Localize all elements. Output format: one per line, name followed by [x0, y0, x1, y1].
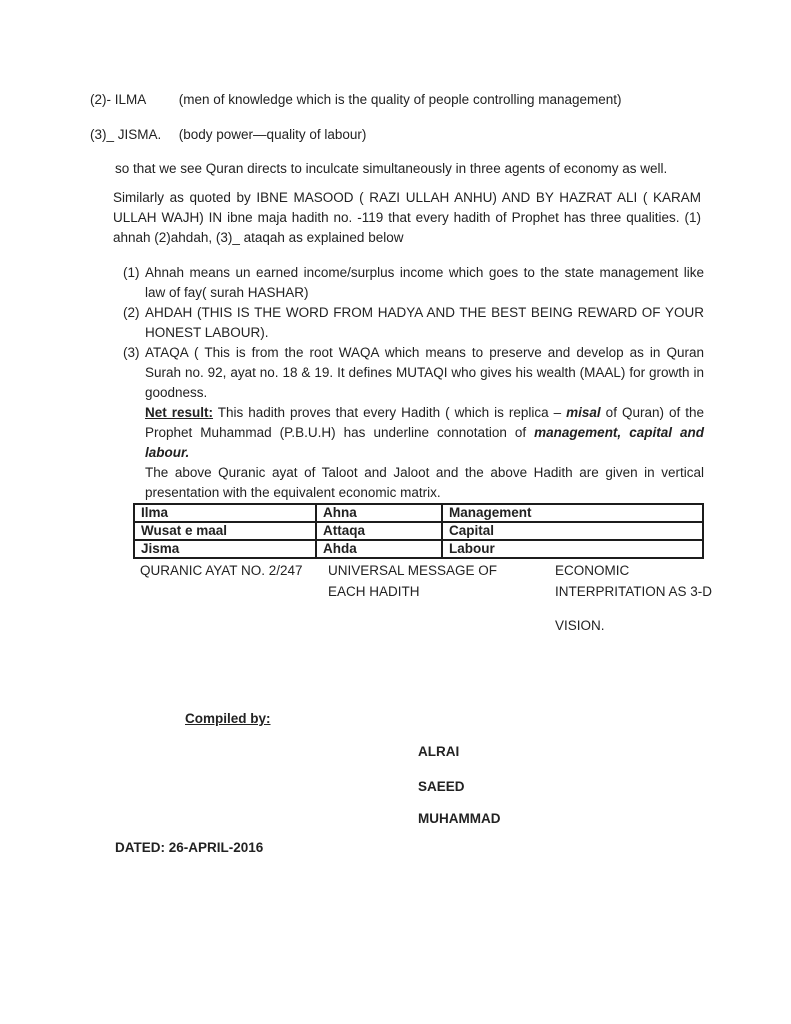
table-row: [134, 522, 703, 540]
list-item-number: (3): [123, 345, 140, 360]
list-item-text: Ahnah means un earned income/surplus income which goes to the state management like law of fay( surah HASHAR): [145, 265, 704, 300]
list-item-number: (1): [123, 265, 140, 280]
table-cell: Ahda: [316, 540, 442, 558]
definition-description: (body power—quality of labour): [178, 127, 367, 142]
caption-column-3: [555, 560, 712, 636]
net-result-text: of Quran) of the Prophet Muhammad (P.B.U.H) has underline connotation of: [145, 405, 704, 440]
list-item-text: ATAQA ( This is from the root WAQA which means to preserve and develop as in Quran Surah no. 92, ayat no. 18 & 19. It defines MUTAQI who gives his wealth (MAAL) for growth in goodness.: [145, 345, 704, 400]
caption-line: ECONOMIC: [555, 563, 630, 578]
net-result-text: This hadith proves that every Hadith ( which is replica –: [213, 405, 567, 420]
author-name: ALRAI: [418, 744, 460, 759]
table-cell: Attaqa: [316, 522, 442, 540]
economic-matrix-table: [133, 503, 704, 559]
caption-line: INTERPRITATION AS 3-D: [555, 584, 713, 599]
table-cell: Jisma: [134, 540, 316, 558]
net-result-emphasis-mcl: management, capital and labour.: [145, 425, 705, 460]
definition-term: (3)_ JISMA.: [90, 127, 162, 142]
table-row: [134, 504, 703, 522]
table-cell: Labour: [442, 540, 703, 558]
author-name: MUHAMMAD: [418, 811, 501, 826]
definition-row: [90, 90, 622, 110]
dated-line: DATED: 26-APRIL-2016: [115, 840, 264, 855]
caption-line: EACH HADITH: [328, 584, 420, 599]
paragraph-similarly: Similarly as quoted by IBNE MASOOD ( RAZI ULLAH ANHU) AND BY HAZRAT ALI ( KARAM ULLAH WAJH) IN ibne maja hadith no. -119 that every hadith of Prophet has three qualities. (1) ahnah (2)ahdah, (3)_ ataqah as explained below: [113, 190, 701, 245]
net-result-label: Net result:: [145, 405, 214, 420]
list-item-number: (2): [123, 305, 140, 320]
table-row: [134, 540, 703, 558]
caption-column-1: QURANIC AYAT NO. 2/247: [140, 563, 303, 578]
caption-line: UNIVERSAL MESSAGE OF: [328, 563, 498, 578]
author-name: SAEED: [418, 779, 465, 794]
list-item: [115, 263, 704, 303]
caption-column-2: [328, 560, 497, 602]
table-cell: Management: [442, 504, 703, 522]
table-cell: Wusat e maal: [134, 522, 316, 540]
compiled-by-label: Compiled by:: [185, 711, 271, 726]
table-cell: Ilma: [134, 504, 316, 522]
list-item: [115, 343, 704, 403]
definition-description: (men of knowledge which is the quality of people controlling management): [178, 92, 622, 107]
table-cell: Capital: [442, 522, 703, 540]
caption-line: VISION.: [555, 618, 605, 633]
table-cell: Ahna: [316, 504, 442, 522]
definition-term: (2)- ILMA: [90, 92, 147, 107]
definition-row: [90, 125, 366, 145]
closing-paragraph: The above Quranic ayat of Taloot and Jaloot and the above Hadith are given in vertical presentation with the equivalent economic matrix.: [145, 465, 704, 500]
list-item-text: AHDAH (THIS IS THE WORD FROM HADYA AND THE BEST BEING REWARD OF YOUR HONEST LABOUR).: [145, 305, 704, 340]
net-result-emphasis-misal: misal: [566, 405, 601, 420]
list-item: [115, 303, 704, 343]
intro-line: so that we see Quran directs to inculcate simultaneously in three agents of economy as well.: [115, 161, 668, 176]
net-result-paragraph: [145, 403, 704, 463]
numbered-list: [115, 263, 704, 503]
